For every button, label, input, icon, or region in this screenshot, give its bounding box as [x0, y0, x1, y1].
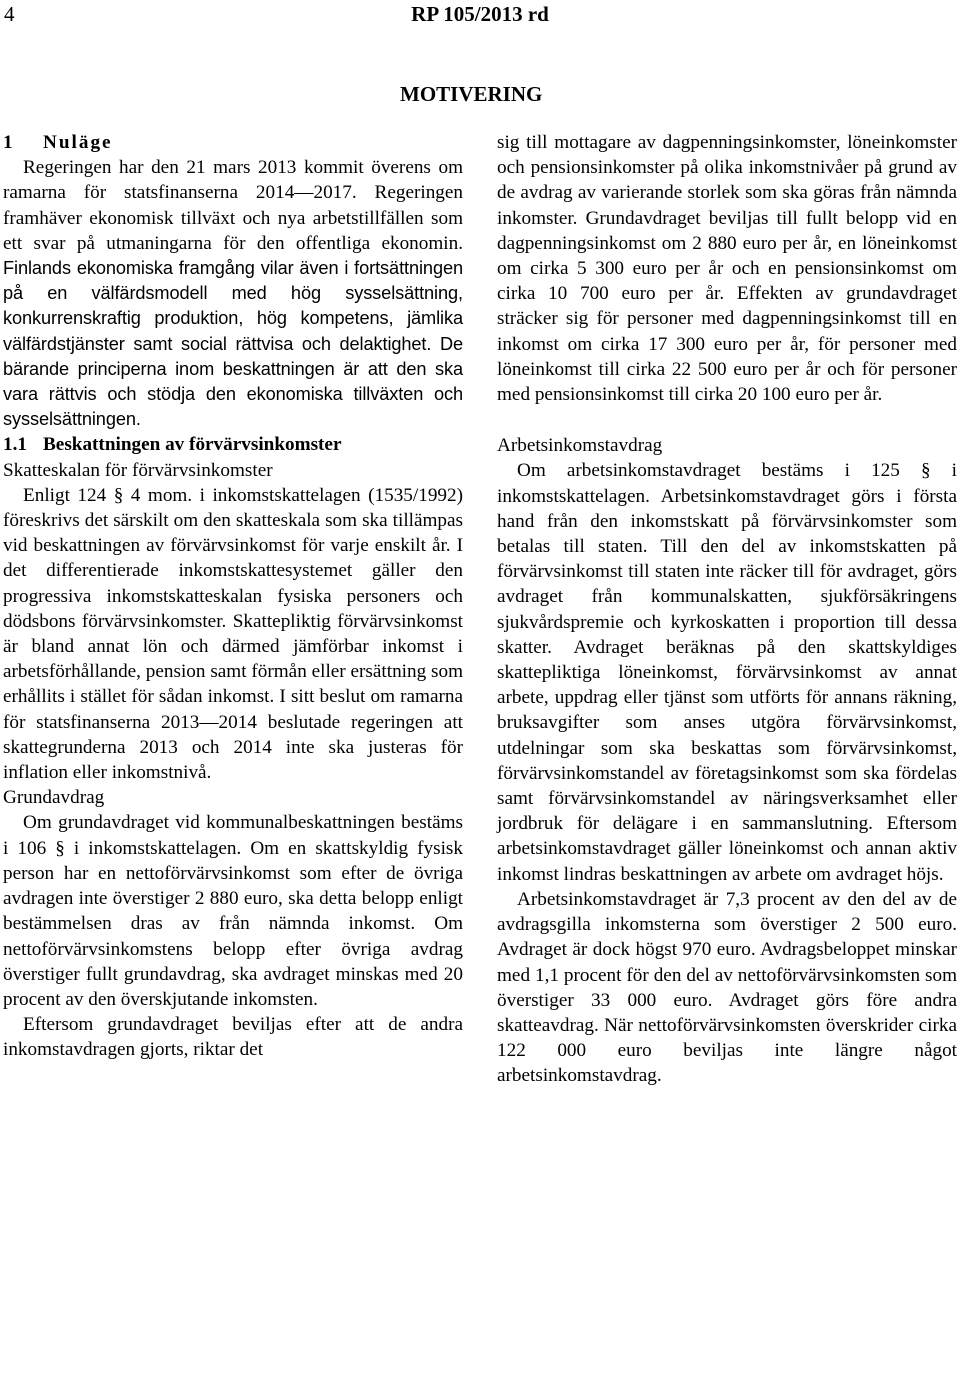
paragraph	[3, 155, 463, 432]
paragraph: Arbetsinkomstavdraget är 7,3 procent av den del av de avdragsgilla inkomsterna som överstiger 2 500 euro. Avdraget är dock högst 970 euro. Avdragsbeloppet minskar med 1,1 procent för den del av nettoförvärvsinkomsten som överstiger 33 000 euro. Avdraget görs före andra skatteavdrag. När nettoförvärvsinkomsten överskrider cirka 122 000 euro beviljas inte längre något arbetsinkomstavdrag.	[497, 888, 957, 1087]
section-title: MOTIVERING	[400, 82, 543, 106]
paragraph: Eftersom grundavdraget beviljas efter att de andra inkomstavdragen gjorts, riktar det	[3, 1014, 463, 1061]
paragraph: Om arbetsinkomstavdraget bestäms i 125 § i inkomstskattelagen. Arbetsinkomstavdraget görs i första hand från den inkomstskatt på förvärvsinkomster som betalas till staten. Till den del av inkomstskatten på förvärvsinkomst till staten inte räcker till för avdraget, görs avdraget från kommunalskatten, sjukförsäkringens sjukvårdspremie och kyrkoskatten i proportion till dessa skatter. Avdraget beräknas på den skattskyldiges skattepliktiga löneinkomst, förvärvsinkomst av annat arbete, uppdrag eller tjänst som utförts för annans räkning, bruksavgifter som anses utgöra förvärvsinkomst, utdelningar som ska beskattas som förvärvsinkomst, förvärvsinkomstandel av företagsinkomst som ska fördelas samt förvärvsinkomstandel av näringsverksamhet eller jordbruk för delägare i en sammanslutning. Eftersom arbetsinkomstavdraget gäller löneinkomst och annan aktiv inkomst lindras beskattningen av arbete om avdraget höjs.	[497, 460, 957, 885]
left-column	[3, 130, 463, 1063]
page-number: 4	[4, 2, 15, 26]
paragraph: sig till mottagare av dagpenningsinkomster, löneinkomster och pensionsinkomster på olika inkomstnivåer på grund av de avdrag av varierande storlek som ska göras från nämnda inkomster. Grundavdraget beviljas till fullt belopp vid en dagpenningsinkomst om 2 880 euro per år, en löneinkomst om cirka 5 300 euro per år och en pensionsinkomst om cirka 10 700 euro per år. Effekten av grundavdraget sträcker sig för personer med dagpenningsinkomst till en inkomst om cirka 17 300 euro per år, för personer med löneinkomst till cirka 22 500 euro per år och för personer med pensionsinkomst till cirka 20 100 euro per år.	[497, 132, 957, 406]
heading-2	[3, 432, 463, 457]
paragraph: Om grundavdraget vid kommunalbeskattningen bestäms i 106 § i inkomstskattelagen. Om en skattskyldig fysisk person har en nettoförvärvsinkomst som efter de övriga avdragen inte överstiger 2 880 euro, ska detta belopp enligt bestämmelsen dras av från nämnda inkomst. Om nettoförvärvsinkomstens belopp efter övriga avdrag överstiger fullt grundavdrag, ska avdraget minskas med 20 procent av den överskjutande inkomsten.	[3, 812, 463, 1010]
heading-2-text: Beskattningen av förvärvsinkomster	[43, 434, 342, 456]
paragraph-sans-part: Finlands ekonomiska framgång vilar även i fortsättningen på en välfärdsmodell med hög sysselsättning, konkurrenskraftig produktion, hög kompetens, jämlika välfärdstjänster samt social rättvisa och delaktighet. De bärande principerna inom beskattningen är att den ska vara rättvis och stödja den ekonomiska tillväxten och sysselsättningen.	[3, 258, 463, 430]
right-column	[497, 130, 957, 1089]
subheading-skatteskala: Skatteskalan för förvärvsinkomster	[3, 459, 273, 481]
heading-1-text: Nuläge	[43, 132, 113, 153]
subheading-arbetsinkomstavdrag: Arbetsinkomstavdrag	[497, 435, 663, 457]
running-title: RP 105/2013 rd	[411, 2, 549, 26]
heading-1-number: 1	[3, 132, 13, 153]
subheading-grundavdrag: Grundavdrag	[3, 787, 105, 809]
paragraph: Enligt 124 § 4 mom. i inkomstskattelagen (1535/1992) föreskrivs det särskilt om den skatteskala som ska tillämpas vid beskattningen av förvärvsinkomst för varje enskilt år. I det differentierade inkomstskattesystemet gäller den progressiva inkomstskatteskalan fysiska personers och dödsbons förvärvsinkomster. Skattepliktig förvärvsinkomst är bland annat lön och därmed jämförbar inkomst i arbetsförhållande, pension samt förmån eller ersättning som erhållits i stället för sådan inkomst. I sitt beslut om ramarna för statsfinanserna 2013—2014 beslutade regeringen att skattegrunderna 2013 och 2014 inte ska justeras för inflation eller inkomstnivå.	[3, 484, 463, 784]
heading-2-number: 1.1	[3, 434, 27, 456]
heading-1	[3, 130, 463, 155]
paragraph-serif-part: Regeringen har den 21 mars 2013 kommit överens om ramarna för statsfinanserna 2014—2017. Regeringen framhäver ekonomisk tillväxt och nya arbetstillfällen som ett svar på utmaningarna för den offentliga ekonomin.	[3, 157, 463, 254]
